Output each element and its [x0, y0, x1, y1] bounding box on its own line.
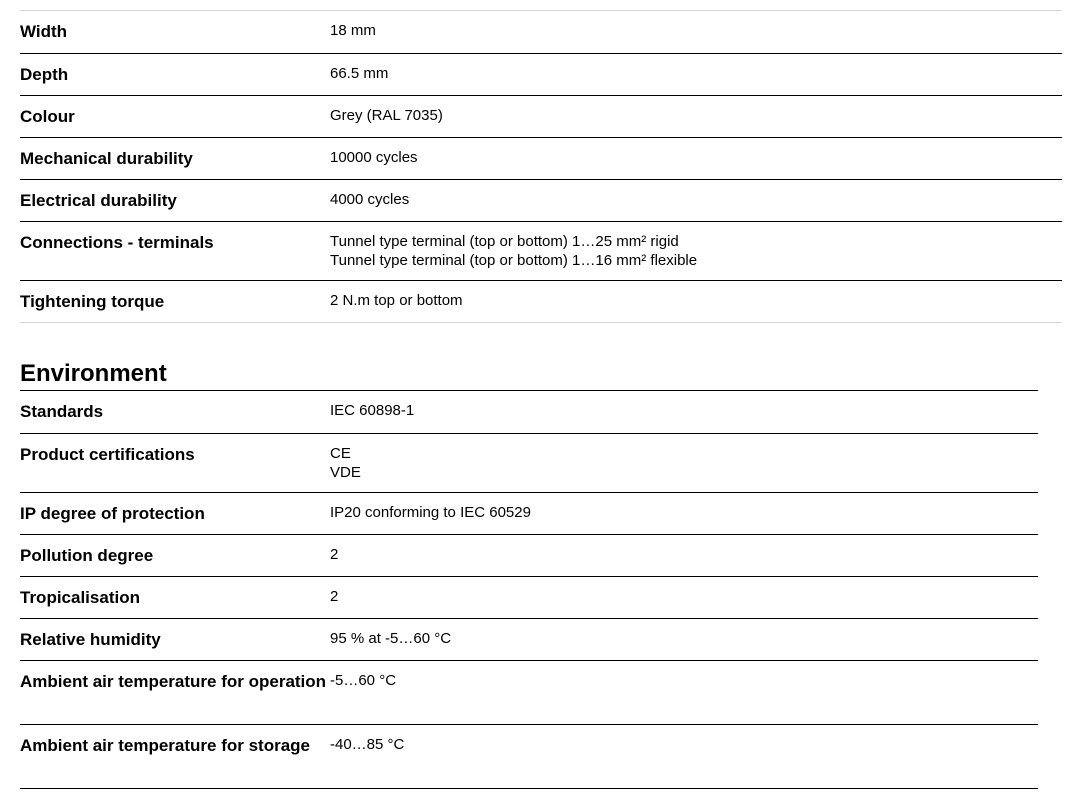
spec-label: Tropicalisation [20, 588, 140, 607]
spec-label: Standards [20, 402, 104, 421]
spec-label: Depth [20, 65, 69, 84]
spec-label: IP degree of protection [20, 504, 205, 523]
spec-row-tightening-torque [20, 281, 1062, 323]
spec-value: 4000 cycles [330, 191, 410, 208]
spec-row-ambient-temp-storage [20, 725, 1038, 789]
spec-row-relative-humidity [20, 619, 1038, 661]
spec-value: 18 mm [330, 22, 376, 39]
spec-value: 66.5 mm [330, 65, 389, 82]
spec-row-depth [20, 54, 1062, 96]
spec-row-connections-terminals [20, 222, 1062, 281]
spec-value: IP20 conforming to IEC 60529 [330, 504, 531, 521]
spec-value: IEC 60898-1 [330, 402, 415, 419]
spec-value: 10000 cycles [330, 149, 418, 166]
spec-label: Electrical durability [20, 191, 177, 210]
spec-row-pollution-degree [20, 535, 1038, 577]
spec-value: 2 [330, 588, 339, 605]
spec-row-product-certifications [20, 434, 1038, 493]
spec-label: Ambient air temperature for operation [20, 672, 327, 691]
spec-value: 2 N.m top or bottom [330, 292, 463, 309]
spec-label: Colour [20, 107, 75, 126]
spec-label: Relative humidity [20, 630, 161, 649]
spec-value: -5…60 °C [330, 672, 397, 689]
spec-value: Tunnel type terminal (top or bottom) 1…25 mm² rigid Tunnel type terminal (top or bottom) 1…16 mm² flexible [330, 233, 698, 269]
spec-row-ip-degree [20, 493, 1038, 535]
spec-row-colour [20, 96, 1062, 138]
spec-label: Pollution degree [20, 546, 154, 565]
spec-label: Tightening torque [20, 292, 165, 311]
spec-row-tropicalisation [20, 577, 1038, 619]
spec-label: Connections - terminals [20, 233, 214, 252]
spec-row-width [20, 11, 1062, 54]
spec-value: 95 % at -5…60 °C [330, 630, 452, 647]
spec-row-electrical-durability [20, 180, 1062, 222]
section-title-environment: Environment [20, 360, 167, 387]
environment-spec-table [20, 390, 1038, 789]
spec-label: Product certifications [20, 445, 195, 464]
spec-value: CE VDE [330, 445, 361, 481]
spec-label: Mechanical durability [20, 149, 193, 168]
spec-row-mechanical-durability [20, 138, 1062, 180]
spec-row-standards [20, 391, 1038, 434]
spec-value: Grey (RAL 7035) [330, 107, 443, 124]
spec-value: 2 [330, 546, 339, 563]
mechanical-spec-table [20, 10, 1062, 323]
spec-value: -40…85 °C [330, 736, 405, 753]
spec-label: Width [20, 22, 68, 41]
spec-row-ambient-temp-operation [20, 661, 1038, 725]
spec-label: Ambient air temperature for storage [20, 736, 311, 755]
